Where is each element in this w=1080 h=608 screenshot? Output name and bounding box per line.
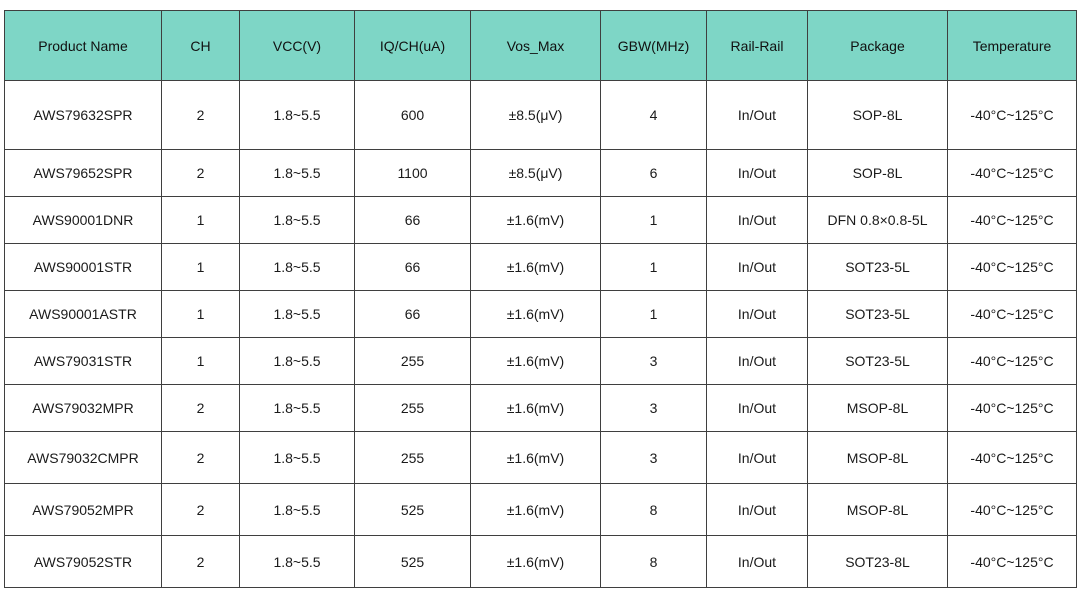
cell-gbw: 1 <box>601 291 707 338</box>
cell-package: SOT23-5L <box>808 338 948 385</box>
table-row <box>5 150 1077 197</box>
header-package: Package <box>808 11 948 81</box>
cell-vcc: 1.8~5.5 <box>240 291 355 338</box>
cell-package: DFN 0.8×0.8-5L <box>808 197 948 244</box>
cell-temperature: -40°C~125°C <box>948 197 1077 244</box>
header-temperature: Temperature <box>948 11 1077 81</box>
cell-iq-ch: 255 <box>355 432 471 484</box>
cell-temperature: -40°C~125°C <box>948 291 1077 338</box>
cell-gbw: 8 <box>601 484 707 536</box>
cell-temperature: -40°C~125°C <box>948 536 1077 588</box>
cell-package: SOT23-5L <box>808 291 948 338</box>
cell-vos-max: ±1.6(mV) <box>471 484 601 536</box>
cell-product-name: AWS90001ASTR <box>5 291 162 338</box>
cell-package: SOP-8L <box>808 150 948 197</box>
cell-ch: 1 <box>162 244 240 291</box>
header-product-name: Product Name <box>5 11 162 81</box>
table-body <box>5 81 1077 588</box>
cell-iq-ch: 525 <box>355 536 471 588</box>
cell-product-name: AWS79052STR <box>5 536 162 588</box>
cell-gbw: 3 <box>601 338 707 385</box>
cell-product-name: AWS79032CMPR <box>5 432 162 484</box>
product-spec-table <box>4 10 1077 588</box>
cell-gbw: 3 <box>601 432 707 484</box>
cell-iq-ch: 66 <box>355 244 471 291</box>
header-vos-max: Vos_Max <box>471 11 601 81</box>
cell-vos-max: ±1.6(mV) <box>471 338 601 385</box>
cell-rail-rail: In/Out <box>707 338 808 385</box>
cell-ch: 1 <box>162 291 240 338</box>
cell-vcc: 1.8~5.5 <box>240 385 355 432</box>
table-row <box>5 244 1077 291</box>
cell-ch: 2 <box>162 385 240 432</box>
cell-temperature: -40°C~125°C <box>948 150 1077 197</box>
cell-rail-rail: In/Out <box>707 484 808 536</box>
cell-temperature: -40°C~125°C <box>948 244 1077 291</box>
cell-gbw: 3 <box>601 385 707 432</box>
cell-product-name: AWS79052MPR <box>5 484 162 536</box>
cell-iq-ch: 255 <box>355 385 471 432</box>
cell-ch: 2 <box>162 484 240 536</box>
header-ch: CH <box>162 11 240 81</box>
cell-ch: 2 <box>162 81 240 150</box>
cell-product-name: AWS90001DNR <box>5 197 162 244</box>
cell-vcc: 1.8~5.5 <box>240 244 355 291</box>
cell-package: MSOP-8L <box>808 432 948 484</box>
cell-vos-max: ±1.6(mV) <box>471 197 601 244</box>
cell-rail-rail: In/Out <box>707 81 808 150</box>
cell-rail-rail: In/Out <box>707 536 808 588</box>
cell-package: SOP-8L <box>808 81 948 150</box>
cell-gbw: 6 <box>601 150 707 197</box>
cell-gbw: 4 <box>601 81 707 150</box>
cell-vos-max: ±1.6(mV) <box>471 291 601 338</box>
cell-gbw: 1 <box>601 244 707 291</box>
header-iq-ch: IQ/CH(uA) <box>355 11 471 81</box>
table-row <box>5 432 1077 484</box>
header-vcc: VCC(V) <box>240 11 355 81</box>
cell-temperature: -40°C~125°C <box>948 385 1077 432</box>
table-row <box>5 385 1077 432</box>
cell-iq-ch: 66 <box>355 291 471 338</box>
cell-package: SOT23-8L <box>808 536 948 588</box>
cell-gbw: 8 <box>601 536 707 588</box>
cell-rail-rail: In/Out <box>707 244 808 291</box>
cell-iq-ch: 525 <box>355 484 471 536</box>
cell-product-name: AWS79632SPR <box>5 81 162 150</box>
header-gbw: GBW(MHz) <box>601 11 707 81</box>
cell-vos-max: ±1.6(mV) <box>471 244 601 291</box>
cell-rail-rail: In/Out <box>707 197 808 244</box>
header-row <box>5 11 1077 81</box>
cell-ch: 2 <box>162 432 240 484</box>
cell-vos-max: ±8.5(μV) <box>471 150 601 197</box>
cell-product-name: AWS79652SPR <box>5 150 162 197</box>
table-row <box>5 536 1077 588</box>
cell-package: SOT23-5L <box>808 244 948 291</box>
cell-rail-rail: In/Out <box>707 150 808 197</box>
cell-vcc: 1.8~5.5 <box>240 536 355 588</box>
cell-vos-max: ±1.6(mV) <box>471 432 601 484</box>
cell-iq-ch: 1100 <box>355 150 471 197</box>
table-row <box>5 291 1077 338</box>
cell-ch: 1 <box>162 338 240 385</box>
cell-temperature: -40°C~125°C <box>948 432 1077 484</box>
cell-temperature: -40°C~125°C <box>948 338 1077 385</box>
cell-rail-rail: In/Out <box>707 432 808 484</box>
table-row <box>5 338 1077 385</box>
header-rail-rail: Rail-Rail <box>707 11 808 81</box>
cell-rail-rail: In/Out <box>707 385 808 432</box>
cell-vcc: 1.8~5.5 <box>240 150 355 197</box>
product-table-container <box>4 10 1076 588</box>
cell-ch: 2 <box>162 536 240 588</box>
cell-product-name: AWS90001STR <box>5 244 162 291</box>
cell-vos-max: ±8.5(μV) <box>471 81 601 150</box>
table-row <box>5 81 1077 150</box>
cell-temperature: -40°C~125°C <box>948 81 1077 150</box>
cell-ch: 2 <box>162 150 240 197</box>
cell-product-name: AWS79031STR <box>5 338 162 385</box>
cell-iq-ch: 600 <box>355 81 471 150</box>
cell-vos-max: ±1.6(mV) <box>471 385 601 432</box>
cell-vcc: 1.8~5.5 <box>240 432 355 484</box>
cell-product-name: AWS79032MPR <box>5 385 162 432</box>
cell-vcc: 1.8~5.5 <box>240 484 355 536</box>
cell-vcc: 1.8~5.5 <box>240 338 355 385</box>
cell-iq-ch: 255 <box>355 338 471 385</box>
cell-package: MSOP-8L <box>808 385 948 432</box>
cell-temperature: -40°C~125°C <box>948 484 1077 536</box>
cell-ch: 1 <box>162 197 240 244</box>
cell-iq-ch: 66 <box>355 197 471 244</box>
cell-vcc: 1.8~5.5 <box>240 81 355 150</box>
cell-gbw: 1 <box>601 197 707 244</box>
cell-rail-rail: In/Out <box>707 291 808 338</box>
cell-package: MSOP-8L <box>808 484 948 536</box>
cell-vos-max: ±1.6(mV) <box>471 536 601 588</box>
table-row <box>5 197 1077 244</box>
cell-vcc: 1.8~5.5 <box>240 197 355 244</box>
table-row <box>5 484 1077 536</box>
